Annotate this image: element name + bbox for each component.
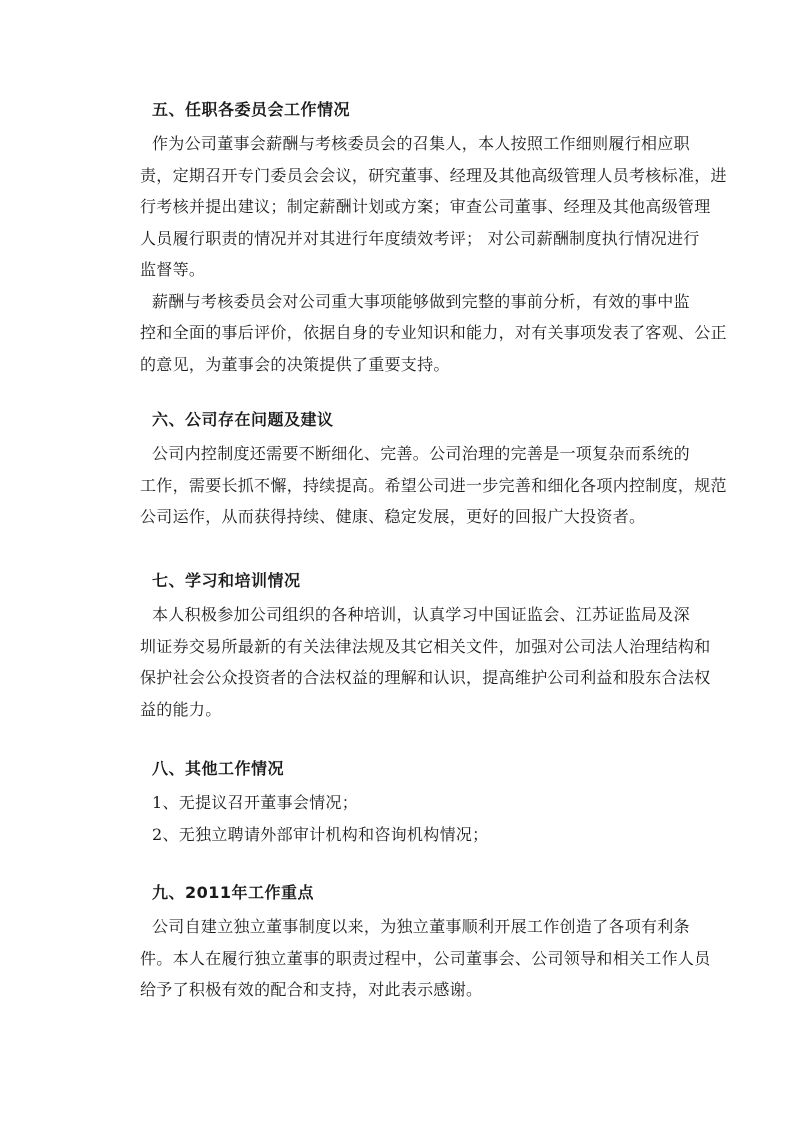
section-heading: 五、任职各委员会工作情况 <box>152 100 351 119</box>
text-line: 公司自建立独立董事制度以来，为独立董事顺利开展工作创造了各项有利条 <box>152 917 690 936</box>
text-line: 薪酬与考核委员会对公司重大事项能够做到完整的事前分析，有效的事中监 <box>152 291 690 311</box>
text-line: 控和全面的事后评价，依据自身的专业知识和能力，对有关事项发表了客观、公正 <box>140 323 727 342</box>
section-heading: 八、其他工作情况 <box>152 759 285 778</box>
paragraph <box>140 128 727 286</box>
list <box>148 787 688 850</box>
text-line: 责，定期召开专门委员会会议，研究董事、经理及其他高级管理人员考核标准，进 <box>140 165 727 185</box>
paragraph <box>140 911 711 1006</box>
text-line: 保护社会公众投资者的合法权益的理解和认识，提高维护公司利益和股东合法权 <box>140 668 711 687</box>
text-line: 益的能力。 <box>140 699 222 719</box>
section-heading: 七、学习和培训情况 <box>152 571 301 590</box>
section-committee-work <box>140 99 727 380</box>
text-line: 工作，需要长抓不懈，持续提高。希望公司进一步完善和细化各项内控制度，规范 <box>140 475 727 495</box>
list-item: 2、无独立聘请外部审计机构和咨询机构情况； <box>152 824 489 844</box>
section-2011-focus <box>140 882 711 1006</box>
text-line: 监督等。 <box>140 260 206 279</box>
section-heading: 九、2011年工作重点 <box>152 883 315 902</box>
section-other-work <box>148 758 688 850</box>
text-line: 作为公司董事会薪酬与考核委员会的召集人，本人按照工作细则履行相应职 <box>152 134 690 153</box>
text-line: 件。本人在履行独立董事的职责过程中，公司董事会、公司领导和相关工作人员 <box>140 948 711 968</box>
text-line: 本人积极参加公司组织的各种培训，认真学习中国证监会、江苏证监局及深 <box>152 605 690 624</box>
text-line: 公司运作，从而获得持续、健康、稳定发展，更好的回报广大投资者。 <box>140 507 646 526</box>
paragraph <box>140 286 727 381</box>
paragraph <box>140 438 727 533</box>
text-line: 人员履行职责的情况并对其进行年度绩效考评； 对公司薪酬制度执行情况进行 <box>140 228 700 248</box>
text-line: 公司内控制度还需要不断细化、完善。公司治理的完善是一项复杂而系统的 <box>152 444 690 463</box>
section-heading: 六、公司存在问题及建议 <box>152 410 334 429</box>
text-line: 给予了积极有效的配合和支持，对此表示感谢。 <box>140 980 483 999</box>
paragraph <box>140 599 711 725</box>
text-line: 圳证券交易所最新的有关法律法规及其它相关文件，加强对公司法人治理结构和 <box>140 636 711 656</box>
section-training <box>140 570 711 725</box>
list-item: 1、无提议召开董事会情况； <box>152 793 359 812</box>
text-line: 行考核并提出建议；制定薪酬计划或方案；审查公司董事、经理及其他高级管理 <box>140 197 711 216</box>
section-issues-suggestions <box>140 409 727 533</box>
text-line: 的意见，为董事会的决策提供了重要支持。 <box>140 354 450 374</box>
